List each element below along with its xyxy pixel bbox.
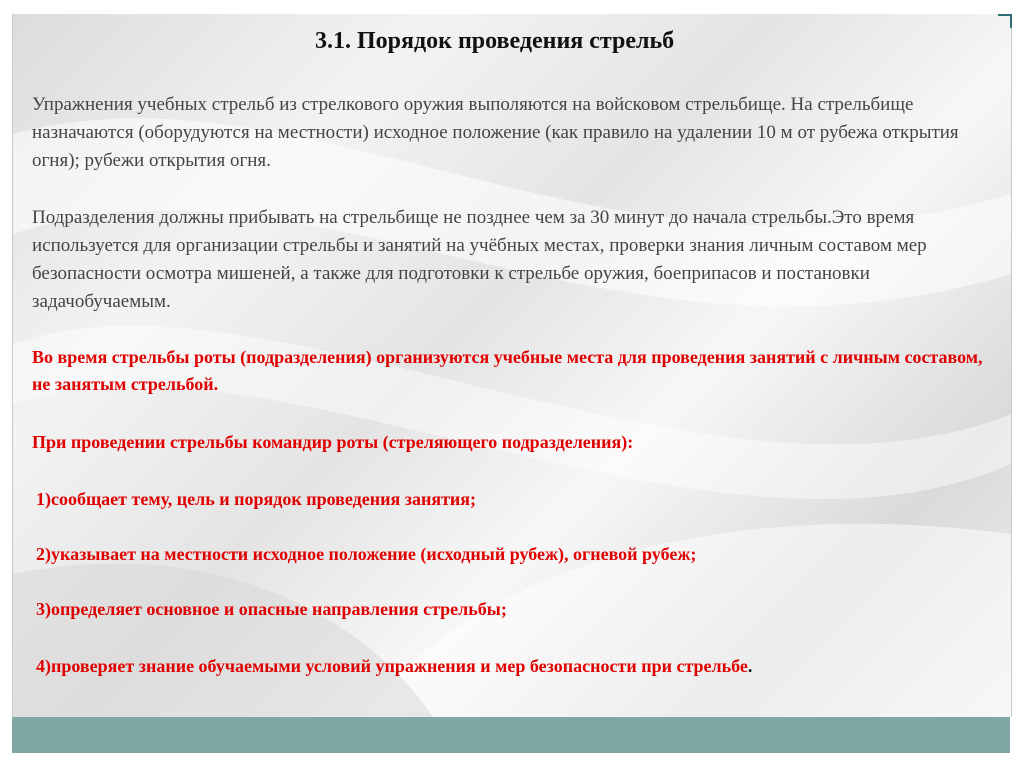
slide-title: 3.1. Порядок проведения стрельб <box>315 28 675 54</box>
duty-item-2: 2)указывает на местности исходное положение (исходный рубеж), огневой рубеж; <box>36 544 697 564</box>
commander-duties-intro: При проведении стрельбы командир роты (стреляющего подразделения): <box>32 432 634 452</box>
duty-item-4-text: 4)проверяет знание обучаемыми условий упражнения и мер безопасности при стрельбе <box>36 656 748 676</box>
bottom-bar <box>12 717 1010 753</box>
final-dot: . <box>747 656 753 676</box>
corner-mark <box>998 14 1012 28</box>
duty-item-1: 1)сообщает тему, цель и порядок проведения занятия; <box>36 489 477 509</box>
paragraph-arrival: Подразделения должны прибывать на стрельбище не позднее чем за 30 минут до начала стрельбы.Это время используется для организации стрельбы и занятий на учёбных местах, проверки знания личным составом мер безопасности осмотра мишеней, а также для подготовки к стрельбе оружия, боеприпасов и постановки задачобучаемым. <box>32 207 927 312</box>
paragraph-range-setup: Упражнения учебных стрельб из стрелкового оружия выполяются на войсковом стрельбище. На стрельбище назначаются (оборудуются на местности) исходное положение (как правило на удалении 10 м от рубежа открытия огня); рубежи открытия огня. <box>32 94 959 171</box>
duty-item-4 <box>36 653 996 680</box>
red-paragraph-training-places: Во время стрельбы роты (подразделения) организуются учебные места для проведения занятий с личным составом, не занятым стрельбой. <box>32 347 983 394</box>
duty-item-3: 3)определяет основное и опасные направления стрельбы; <box>36 599 507 619</box>
